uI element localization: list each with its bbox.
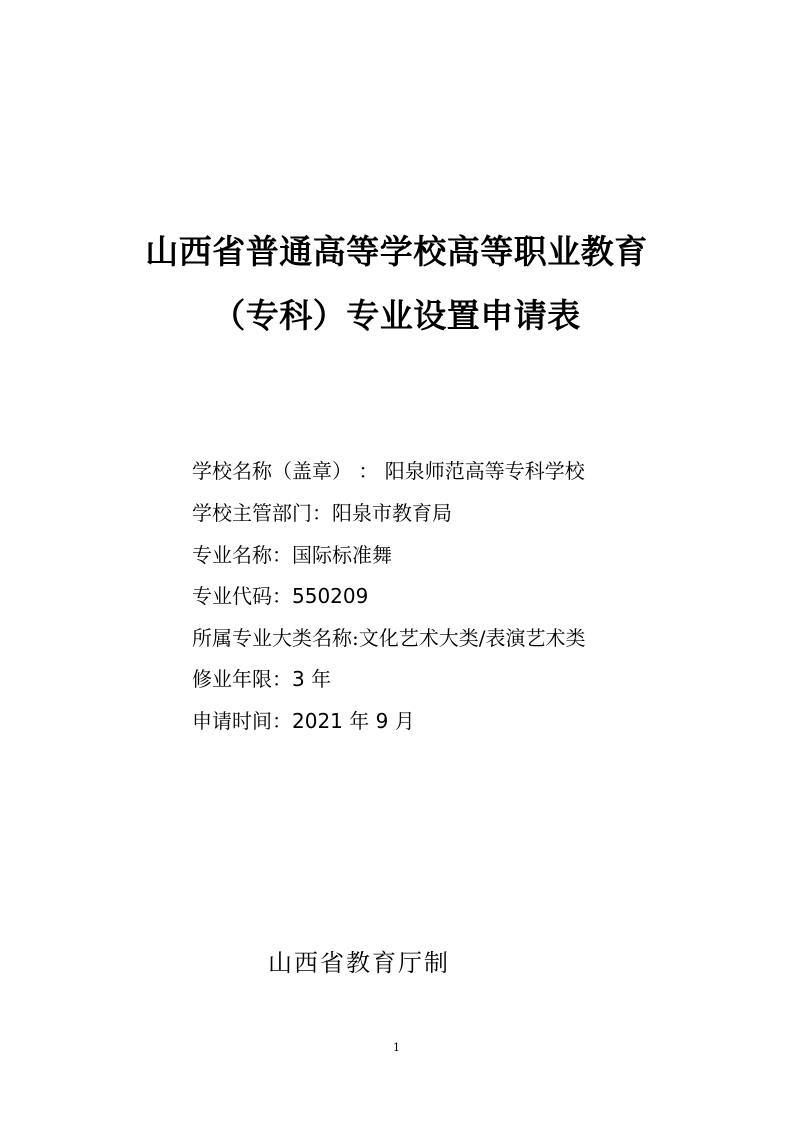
field-label: 申请时间： (192, 709, 292, 733)
issuing-authority: 山西省教育厅制 (268, 949, 450, 977)
field-value: 文化艺术大类/表演艺术类 (358, 626, 586, 650)
field-application-date (192, 708, 415, 734)
field-supervising-department (192, 500, 452, 526)
field-value: 阳泉市教育局 (332, 501, 452, 525)
field-value: 国际标准舞 (292, 543, 392, 567)
field-label: 学校名称（盖章） ： (192, 459, 379, 483)
field-value: 2021 年 9 月 (292, 709, 415, 733)
field-label: 所属专业大类名称: (192, 626, 359, 650)
document-title-line-1: 山西省普通高等学校高等职业教育 (145, 232, 648, 271)
field-major-category (192, 625, 586, 651)
field-major-code (192, 583, 368, 609)
field-school-name (192, 458, 585, 484)
page-number: 1 (393, 1041, 400, 1054)
field-value: 550209 (292, 584, 369, 608)
field-label: 学校主管部门： (192, 501, 332, 525)
field-label: 专业代码： (192, 584, 292, 608)
field-major-name (192, 542, 392, 568)
field-value: 阳泉师范高等专科学校 (378, 459, 585, 483)
field-value: 3 年 (292, 667, 332, 691)
document-title-line-2: （专科）专业设置申请表 (212, 296, 581, 335)
field-label: 专业名称： (192, 543, 292, 567)
field-study-duration (192, 666, 331, 692)
field-label: 修业年限： (192, 667, 292, 691)
